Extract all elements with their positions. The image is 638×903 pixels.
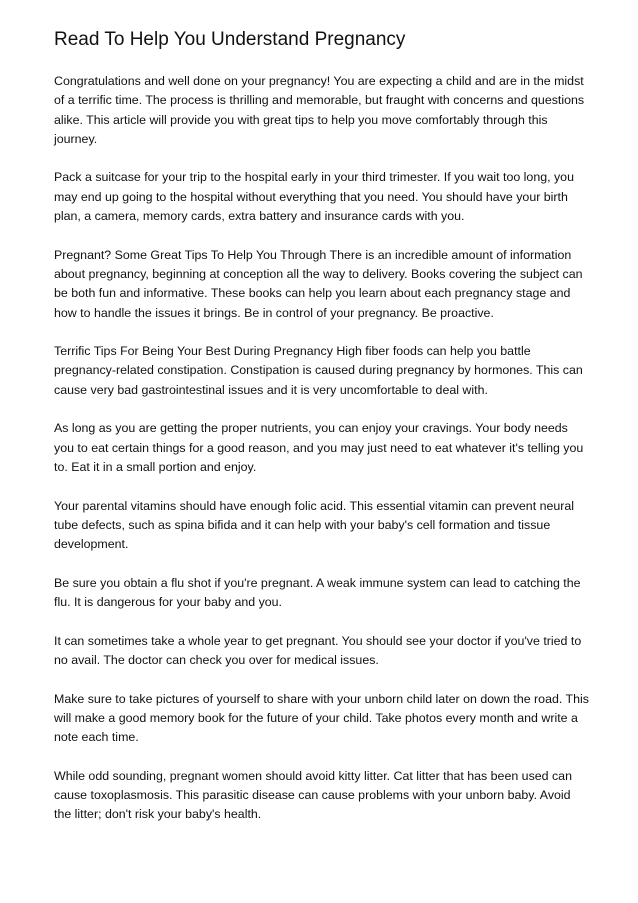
paragraph-3: Pregnant? Some Great Tips To Help You Through There is an incredible amount of information about pregnancy, beginning at conception all the way to delivery. Books covering the subject can be both fun and informative. These books can help you learn about each pregnancy stage and how to handle the issues it brings. Be in control of your pregnancy. Be proactive. [54,247,583,320]
paragraph-2: Pack a suitcase for your trip to the hospital early in your third trimester. If you wait too long, you may end up going to the hospital without everything that you need. You should have your birth plan, a camera, memory cards, extra battery and insurance cards with you. [54,170,574,224]
paragraph-10: While odd sounding, pregnant women should avoid kitty litter. Cat litter that has been used can cause toxoplasmosis. This parasitic disease can cause problems with your unborn baby. Avoid the litter; don't risk your baby's health. [54,768,572,822]
paragraph-1: Congratulations and well done on your pregnancy! You are expecting a child and are in the midst of a terrific time. The process is thrilling and memorable, but fraught with concerns and questions alike. This article will provide you with great tips to help you move comfortably through this journey. [54,74,585,146]
paragraph-4: Terrific Tips For Being Your Best During Pregnancy High fiber foods can help you battle pregnancy-related constipation. Constipation is caused during pregnancy by hormones. This can cause very bad gastrointestinal issues and it is very uncomfortable to deal with. [54,344,583,397]
paragraph-8: It can sometimes take a whole year to get pregnant. You should see your doctor if you've tried to no avail. The doctor can check you over for medical issues. [54,633,582,667]
paragraph-6: Your parental vitamins should have enough folic acid. This essential vitamin can prevent neural tube defects, such as spina bifida and it can help with your baby's cell formation and tissue development. [54,498,575,552]
paragraph-5: As long as you are getting the proper nutrients, you can enjoy your cravings. Your body needs you to eat certain things for a good reason, and you may just need to eat whatever it's telling you to. Eat it in a small portion and enjoy. [54,421,584,474]
document-title: Read To Help You Understand Pregnancy [54,29,406,50]
paragraph-7: Be sure you obtain a flu shot if you're pregnant. A weak immune system can lead to catching the flu. It is dangerous for your baby and you. [54,575,581,610]
paragraph-9: Make sure to take pictures of yourself to share with your unborn child later on down the road. This will make a good memory book for the future of your child. Take photos every month and write a note each time. [54,691,589,745]
document-page [54,28,590,844]
